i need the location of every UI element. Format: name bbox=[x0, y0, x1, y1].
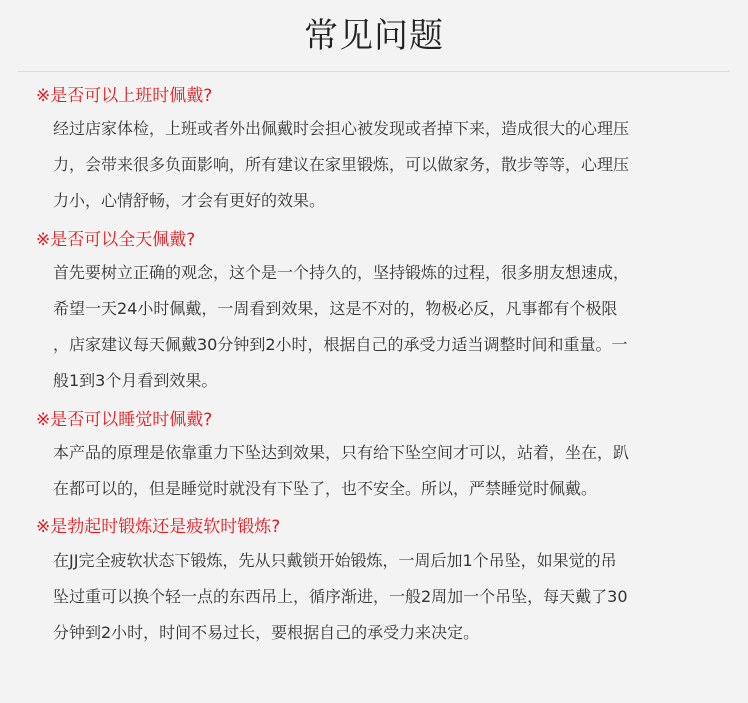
answer-line: 在JJ完全疲软状态下锻炼，先从只戴锁开始锻炼，一周后加1个吊坠，如果觉的吊 bbox=[53, 551, 617, 570]
faq-question-1: ※是否可以上班时佩戴? bbox=[36, 86, 213, 106]
faq-answer-4 bbox=[53, 543, 713, 651]
answer-line: 力小，心情舒畅，才会有更好的效果。 bbox=[53, 191, 326, 210]
answer-line: 在都可以的，但是睡觉时就没有下坠了，也不安全。所以，严禁睡觉时佩戴。 bbox=[53, 479, 598, 498]
answer-line: 坠过重可以换个轻一点的东西吊上，循序渐进，一般2周加一个吊坠，每天戴了30 bbox=[53, 587, 628, 606]
faq-answer-2 bbox=[53, 255, 713, 399]
answer-line: ，店家建议每天佩戴30分钟到2小时，根据自己的承受力适当调整时间和重量。一 bbox=[53, 335, 628, 354]
faq-question-4: ※是勃起时锻炼还是疲软时锻炼? bbox=[36, 517, 281, 537]
faq-question-2: ※是否可以全天佩戴? bbox=[36, 230, 196, 250]
answer-line: 本产品的原理是依靠重力下坠达到效果，只有给下坠空间才可以，站着，坐在，趴 bbox=[53, 443, 630, 462]
faq-answer-3 bbox=[53, 435, 713, 507]
answer-line: 首先要树立正确的观念，这个是一个持久的，坚持锻炼的过程，很多朋友想速成， bbox=[53, 263, 630, 282]
answer-line: 希望一天24小时佩戴，一周看到效果，这是不对的，物极必反，凡事都有个极限 bbox=[53, 299, 618, 318]
answer-line: 力，会带来很多负面影响，所有建议在家里锻炼，可以做家务，散步等等，心理压 bbox=[53, 155, 630, 174]
answer-line: 经过店家体检，上班或者外出佩戴时会担心被发现或者掉下来，造成很大的心理压 bbox=[53, 119, 630, 138]
faq-question-3: ※是否可以睡觉时佩戴? bbox=[36, 410, 213, 430]
answer-line: 分钟到2小时，时间不易过长，要根据自己的承受力来决定。 bbox=[53, 623, 480, 642]
page-title: 常见问题 bbox=[304, 16, 444, 56]
answer-line: 般1到3个月看到效果。 bbox=[53, 371, 218, 390]
title-divider bbox=[18, 71, 730, 72]
faq-answer-1 bbox=[53, 111, 713, 219]
